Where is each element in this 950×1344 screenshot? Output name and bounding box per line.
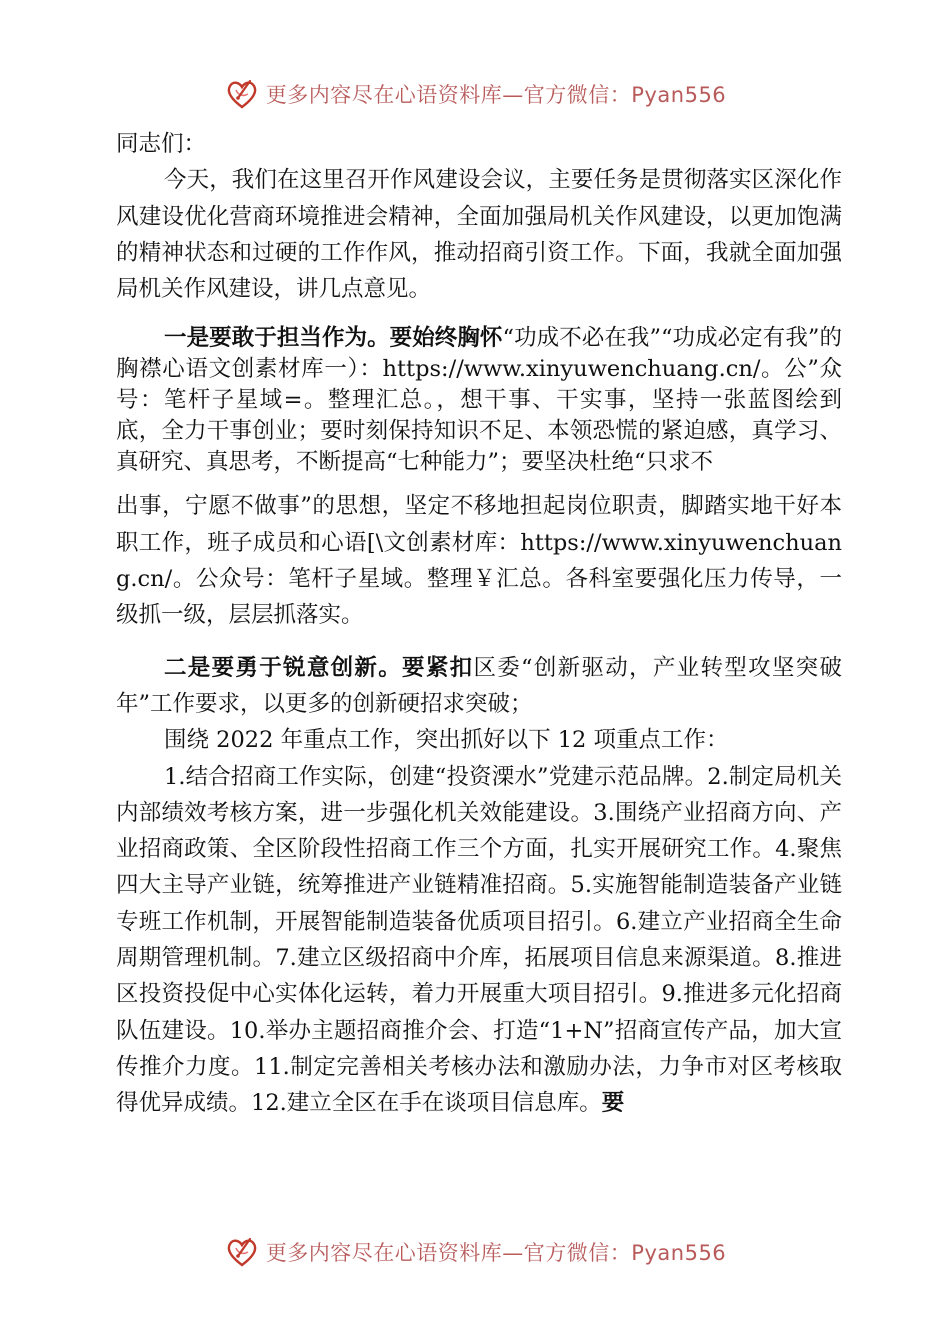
- section1-paragraph-a: [116, 323, 842, 478]
- heart-pen-logo-icon: [224, 1234, 260, 1270]
- section1-text-a: “功成不必在我”“功成必定有我”的胸襟心语文创素材库一）：https://www.xinyuwenchuang.cn/。公”众号：笔杆子星域=。整理汇总。，想干事、干实事，坚持一张蓝图绘到底，全力干事创业；要时刻保持知识不足、本领恐慌的紧迫感，真学习、真研究、真思考，不断提高“七种能力”；要坚决杜绝“只求不: [116, 325, 842, 476]
- section1-heading: 一是要敢于担当作为。要始终胸怀: [164, 325, 503, 352]
- intro-paragraph: 今天，我们在这里召开作风建设会议，主要任务是贯彻落实区深化作风建设优化营商环境推进会精神，全面加强局机关作风建设，以更加饱满的精神状态和过硬的工作作风，推动招商引资工作。下面，我就全面加强局机关作风建设，讲几点意见。: [116, 167, 842, 303]
- banner-text: 更多内容尽在心语资料库—官方微信：Pyan556: [265, 83, 727, 107]
- section2-tail-bold: 要: [601, 1090, 625, 1117]
- header-banner: [0, 74, 950, 114]
- footer-banner: [0, 1232, 950, 1272]
- section2-lead: 围绕 2022 年重点工作，突出抓好以下 12 项重点工作：: [164, 727, 729, 754]
- document-body: [116, 126, 842, 1122]
- section1-paragraph-b: 出事，宁愿不做事”的思想，坚定不移地担起岗位职责，脚踏实地干好本职工作，班子成员和心语[\文创素材库：https://www.xinyuwenchuang.cn/。公众号：笔杆子星域。整理￥汇总。各科室要强化压力传导，一级抓一级，层层抓落实。: [116, 493, 842, 629]
- section2-text: 区委“创新驱动，产业转型攻坚突破年”工作要求，以更多的创新硬招求突破；: [116, 654, 842, 717]
- section2-items-text: 1.结合招商工作实际，创建“投资溧水”党建示范品牌。2.制定局机关内部绩效考核方案，进一步强化机关效能建设。3.围绕产业招商方向、产业招商政策、全区阶段性招商工作三个方面，扎实开展研究工作。4.聚焦四大主导产业链，统筹推进产业链精准招商。5.实施智能制造装备产业链专班工作机制，开展智能制造装备优质项目招引。6.建立产业招商全生命周期管理机制。7.建立区级招商中介库，拓展项目信息来源渠道。8.推进区投资投促中心实体化运转，着力开展重大项目招引。9.推进多元化招商队伍建设。10.举办主题招商推介会、打造“1+N”招商宣传产品，加大宣传推介力度。11.制定完善相关考核办法和激励办法，力争市对区考核取得优异成绩。12.建立全区在手在谈项目信息库。: [116, 763, 842, 1117]
- section2-paragraph: [116, 650, 842, 723]
- heart-pen-logo-icon: [224, 76, 260, 112]
- banner-text: 更多内容尽在心语资料库—官方微信：Pyan556: [265, 1241, 727, 1265]
- salutation: 同志们：: [116, 131, 207, 157]
- section2-items: [116, 759, 842, 1122]
- section2-heading: 二是要勇于锐意创新。要紧扣: [164, 654, 474, 681]
